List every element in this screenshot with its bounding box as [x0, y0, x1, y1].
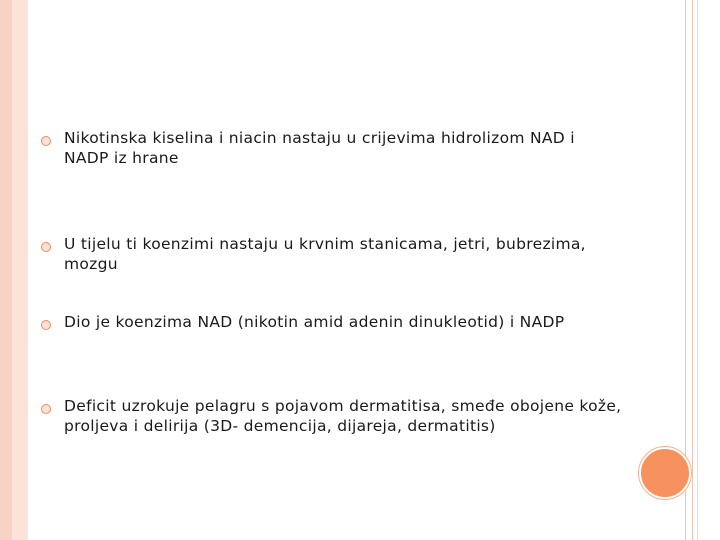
- bullet-text: Deficit uzrokuje pelagru s pojavom dermatitisa, smeđe obojene kože, proljeva i delirija (3D- demencija, dijareja, dermatitis): [64, 397, 622, 435]
- bullet-icon: [41, 320, 51, 330]
- right-border-line: [697, 0, 698, 540]
- bullet-text: Nikotinska kiselina i niacin nastaju u crijevima hidrolizom NAD i NADP iz hrane: [64, 129, 575, 167]
- bullet-icon: [41, 136, 51, 146]
- left-border-stripe: [0, 0, 12, 540]
- bullet-text: Dio je koenzima NAD (nikotin amid adenin dinukleotid) i NADP: [64, 313, 565, 331]
- right-border-line: [692, 0, 693, 540]
- decorative-circle-icon: [639, 447, 691, 499]
- bullet-icon: [41, 404, 51, 414]
- bullet-text: U tijelu ti koenzimi nastaju u krvnim stanicama, jetri, bubrezima, mozgu: [64, 235, 586, 273]
- bullet-icon: [41, 242, 51, 252]
